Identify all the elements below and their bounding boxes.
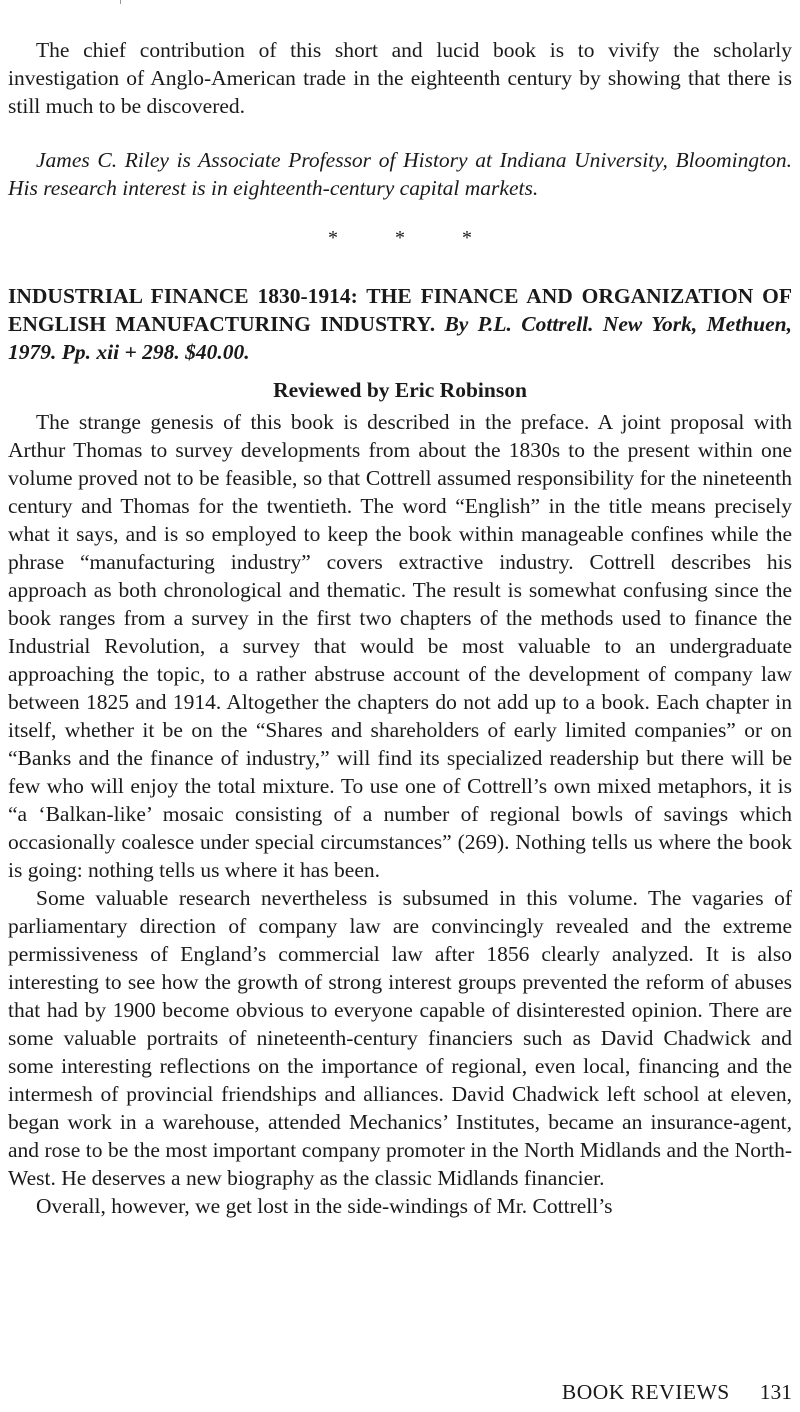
intro-paragraph: The chief contribution of this short and lucid book is to vivify the scholarly investigation of Anglo-American trade in the eighteenth century by showing that there is still much to be discovered. <box>8 38 792 118</box>
document-page <box>8 36 792 1220</box>
review-paragraph: The strange genesis of this book is described in the preface. A joint proposal with Arthur Thomas to survey developments from about the 1830s to the present within one volume proved not to be feasible, so that Cottrell assumed responsibility for the nineteenth century and Thomas for the twentieth. The word “English” in the title means precisely what it says, and is so employed to keep the book within manageable confines while the phrase “manufacturing industry” covers extractive industry. Cottrell describes his approach as both chronological and thematic. The result is somewhat confusing since the book ranges from a survey in the first two chapters of the methods used to finance the Industrial Revolution, a survey that would be most valuable to an undergraduate approaching the topic, to a rather abstruse account of the development of company law between 1825 and 1914. Altogether the chapters do not add up to a book. Each chapter in itself, whether it be on the “Shares and shareholders of early limited companies” or on “Banks and the finance of industry,” will find its specialized readership but there will be few who will enjoy the total mixture. To use one of Cottrell’s own mixed metaphors, it is “a ‘Balkan-like’ mosaic consisting of a number of regional bowls of savings which occasionally coalesce under special circumstances” (269). Nothing tells us where the book is going: nothing tells us where it has been. <box>8 410 792 882</box>
scan-mark <box>120 0 121 4</box>
reviewer-byline: Reviewed by Eric Robinson <box>273 378 527 402</box>
review-title-block <box>8 282 792 366</box>
running-footer-section: BOOK REVIEWS <box>561 1380 730 1404</box>
review-paragraph: Overall, however, we get lost in the side-windings of Mr. Cottrell’s <box>36 1194 613 1218</box>
author-note: James C. Riley is Associate Professor of History at Indiana University, Bloomington. His research interest is in eighteenth-century capital markets. <box>8 148 792 200</box>
review-title: INDUSTRIAL FINANCE 1830-1914: THE FINANCE AND ORGANIZATION OF ENGLISH MANUFACTURING INDUSTRY. <box>8 284 792 336</box>
page-footer <box>8 1378 792 1406</box>
review-paragraph: Some valuable research nevertheless is subsumed in this volume. The vagaries of parliamentary direction of company law are convincingly revealed and the extreme permissiveness of England’s commercial law after 1856 clearly analyzed. It is also interesting to see how the growth of strong interest groups prevented the reform of abuses that had by 1900 become obvious to everyone capable of disinterested opinion. There are some valuable portraits of nineteenth-century financiers such as David Chadwick and some interesting reflections on the importance of regional, even local, financing and the intermesh of provincial friendships and alliances. David Chadwick left school at eleven, began work in a warehouse, attended Mechanics’ Institutes, became an insurance-agent, and rose to be the most important company promoter in the North Midlands and the North-West. He deserves a new biography as the classic Midlands financier. <box>8 886 792 1190</box>
review-citation: By P.L. Cottrell. New York, Methuen, 1979. Pp. xii + 298. $40.00. <box>8 312 792 364</box>
page-number: 131 <box>759 1380 792 1404</box>
section-separator: * * * <box>328 227 498 249</box>
